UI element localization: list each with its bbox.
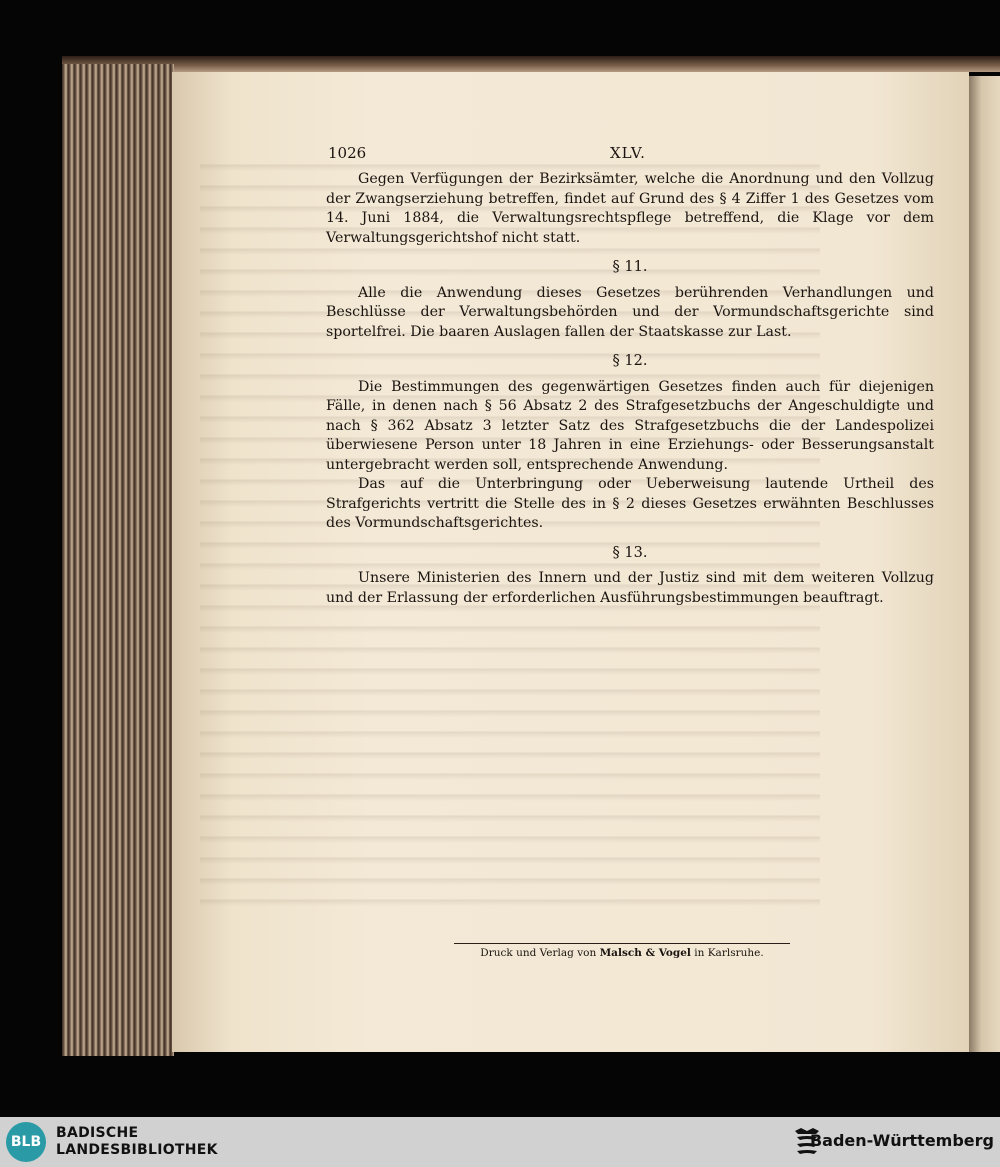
- blb-logo-icon[interactable]: BLB: [6, 1122, 46, 1162]
- page-edges: [62, 64, 174, 1056]
- page-text: [326, 144, 934, 608]
- library-name-line2: LANDESBIBLIOTHEK: [56, 1142, 218, 1158]
- library-name-line1: BADISCHE: [56, 1125, 139, 1141]
- imprint-line: [454, 947, 790, 959]
- imprint-publisher: Malsch & Vogel: [599, 947, 691, 959]
- paragraph: Die Bestimmungen des gegenwärtigen Gesetzes finden auch für diejenigen Fälle, in denen nach § 56 Absatz 2 des Strafgesetzbuchs der Angeschuldigte und nach § 362 Absatz 3 letzter Satz des Strafgesetzbuchs die der Landespolizei überwiesene Person unter 18 Jahren in eine Erziehungs- oder Besserungsanstalt untergebracht werden soll, entsprechende Anwendung.: [326, 378, 934, 473]
- imprint-rule: [454, 943, 790, 944]
- paragraph: Das auf die Unterbringung oder Ueberweisung lautende Urtheil des Strafgerichts vertritt die Stelle des in § 2 dieses Gesetzes erwähnten Beschlusses des Vormundschaftsgerichtes.: [326, 476, 934, 531]
- paragraph: Gegen Verfügungen der Bezirksämter, welche die Anordnung und den Vollzug der Zwangserziehung betreffen, findet auf Grund des § 4 Ziffer 1 des Gesetzes vom 14. Juni 1884, die Verwaltungsrechtspflege betreffend, die Klage vor dem Verwaltungsgerichtshof nicht statt.: [326, 171, 934, 246]
- imprint-prefix: Druck und Verlag von: [480, 947, 597, 959]
- book-top-edge: [62, 56, 1000, 72]
- library-name[interactable]: [56, 1125, 218, 1159]
- facing-page-edge: [969, 76, 1000, 1052]
- section-heading: § 11.: [612, 259, 648, 275]
- section-heading: § 12.: [612, 353, 648, 369]
- imprint-suffix: in Karlsruhe.: [694, 947, 764, 959]
- state-name[interactable]: Baden-Württemberg: [809, 1131, 994, 1150]
- paragraph: Alle die Anwendung dieses Gesetzes berührenden Verhandlungen und Beschlüsse der Verwaltungsbehörden und der Vormundschaftsgerichte sind sportelfrei. Die baaren Auslagen fallen der Staatskasse zur Last.: [326, 284, 934, 340]
- section-heading: § 13.: [612, 544, 648, 561]
- bottom-bar: [0, 1117, 1000, 1167]
- chapter-number: XLV.: [610, 144, 646, 162]
- page-number: 1026: [328, 144, 367, 162]
- page-header: [326, 144, 934, 170]
- paragraph: Unsere Ministerien des Innern und der Justiz sind mit dem weiteren Vollzug und der Erlassung der erforderlichen Ausführungsbestimmungen beauftragt.: [326, 570, 934, 606]
